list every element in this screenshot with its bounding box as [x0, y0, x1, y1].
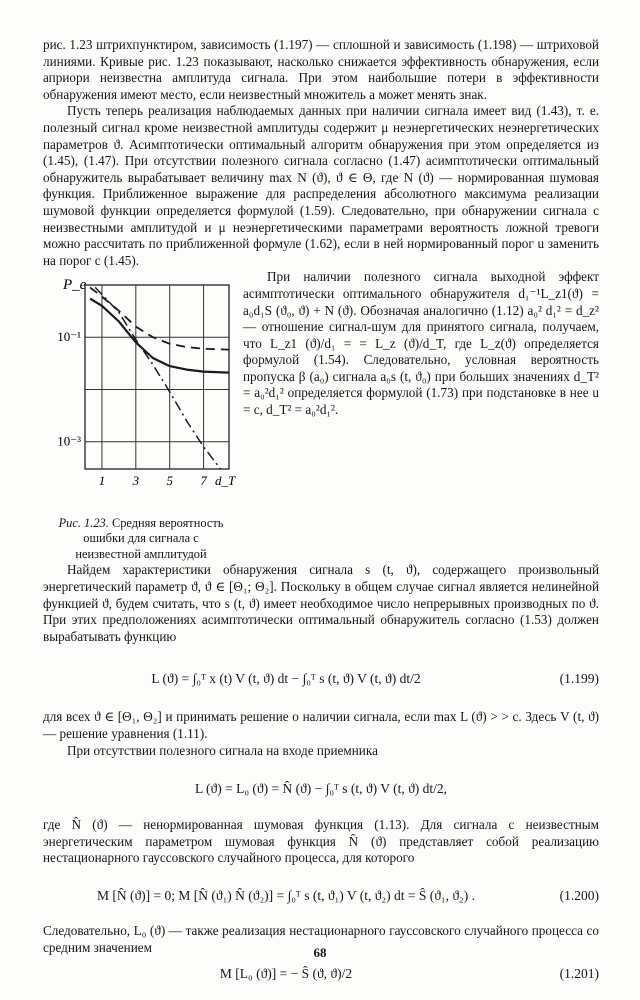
- paragraph-4: Найдем характеристики обнаружения сигнала s (t, ϑ), содержащего произвольный энергетический параметр ϑ, ϑ ∈ [Θ₁; Θ₂]. Поскольку в общем случае сигнал является нелинейной функцией ϑ, будем считать, что s (t, ϑ) имеет необходимое число непрерывных производных по ϑ. При этих предположениях асимптотически оптимальный обнаружитель согласно (1.53) должен вырабатывать функцию: [43, 562, 599, 644]
- paragraph-8: Следовательно, L₀ (ϑ) — также реализация нестационарного гауссовского случайного процесса со средним значением: [43, 922, 599, 955]
- equation-1-199-number: (1.199): [559, 671, 599, 687]
- equation-1-200-body: M [N̂ (ϑ)] = 0; M [N̂ (ϑ₁) N̂ (ϑ₂)] = ∫₀ᵀ s (t, ϑ₁) V (t, ϑ₂) dt = Ŝ (ϑ₁, ϑ₂) .: [97, 887, 475, 903]
- paragraph-2-lead: [43, 103, 599, 269]
- y-axis-label: P_e: [63, 277, 87, 294]
- paragraph-6: При отсутствии полезного сигнала на входе приемника: [67, 742, 378, 758]
- equation-1-199-body: L (ϑ) = ∫₀ᵀ x (t) V (t, ϑ) dt − ∫₀ᵀ s (t, ϑ) V (t, ϑ) dt/2: [151, 671, 421, 687]
- paragraph-2-text: Пусть теперь реализация наблюдаемых данных при наличии сигнала имеет вид (1.43), т. е. полезный сигнал кроме неизвестной амплитуды содержит μ неэнергетических неэнергетических параметров ϑ. Асимптотически оптимальный алгоритм обнаружения при этом определяется из (1.45), (1.47). При отсутствии полезного сигнала согласно (1.47) асимптотически оптимальный обнаружитель вырабатывает величину max N (ϑ), ϑ ∈ Θ, где N (ϑ) — нормированная шумовая функция. Приближенное выражение для распределения абсолютного максимума реализации шумовой функции определяется формулой (1.59). Следовательно, при обнаружении сигнала с неизвестными амплитудой и μ неэнергетическими параметрами вероятность ложной тревоги можно рассчитать по приближенной формуле (1.62), если в ней нормированный порог u заменить на порог c (1.45).: [43, 103, 599, 268]
- equation-1-199: [43, 651, 599, 707]
- paragraph-1: рис. 1.23 штрихпунктиром, зависимость (1.197) — сплошной и зависимость (1.198) — штриховой линиями. Кривые рис. 1.23 показывают, насколько снижается эффективность обнаружения, если априори неизвестна амплитуда сигнала. При этом наибольшие потери в эффективности обнаружения имеют место, если неизвестный множитель a может менять знак.: [43, 37, 599, 102]
- equation-1-201-number: (1.201): [559, 965, 599, 981]
- x-tick-label: 3: [132, 473, 140, 489]
- equation-1-200: [43, 871, 599, 921]
- paragraph-7: где N̂ (ϑ) — ненормированная шумовая функция (1.13). Для сигнала с неизвестным энергетическим параметром шумовая функция N̂ (ϑ) представляет собой реализацию нестационарного гауссовского случайного процесса, для которого: [43, 817, 599, 866]
- equation-1-200-number: (1.200): [559, 887, 599, 903]
- series-line-dashed: [90, 288, 229, 350]
- y-tick-label: 10⁻¹: [57, 329, 81, 345]
- figure-caption-label: Рис. 1.23.: [58, 515, 109, 530]
- paragraph-3: При наличии полезного сигнала выходной эффект асимптотически оптимального обнаружителя d₁⁻¹L_z1(ϑ) = a₀d₁S (ϑ₀, ϑ) + N (ϑ). Обозначая аналогично (1.12) a₀² d₁² = d_z² — отношение сигнал-шум для принятого сигнала, получаем, что L_z1 (ϑ)/d₁ = = L_z (ϑ)/d_T, где L_z(ϑ) определяется формулой (1.54). Следовательно, условная вероятность пропуска β (a₀) сигнала a₀s (t, ϑ₀) при больших значениях d_T² = a₀²d₁² определяется формулой (1.73) при подстановке в нее u = c, d_T² = a₀²d₁².: [243, 269, 599, 418]
- series-line-solid: [90, 299, 229, 373]
- figure-side-text: [243, 269, 599, 418]
- equation-l0: [43, 763, 599, 815]
- equation-1-201: [43, 960, 599, 988]
- page-body: [43, 37, 599, 992]
- x-tick-label: 7: [200, 473, 207, 489]
- x-tick-label: 5: [166, 473, 173, 489]
- paragraph-5: для всех ϑ ∈ [Θ₁, Θ₂] и принимать решение о наличии сигнала, если max L (ϑ) > > c. Здесь V (t, ϑ) — решение уравнения (1.11).: [43, 709, 599, 741]
- equation-l0-body: L (ϑ) = L₀ (ϑ) = N̂ (ϑ) − ∫₀ᵀ s (t, ϑ) V (t, ϑ) dt/2,: [194, 780, 448, 796]
- y-tick-label: 10⁻³: [57, 434, 81, 450]
- chart-svg: [43, 269, 239, 509]
- figure-caption-text: Средняя вероятность ошибки для сигнала с неизвестной амплитудой: [75, 515, 224, 561]
- figure-block: [43, 269, 599, 562]
- page-number: 68: [313, 945, 327, 960]
- x-axis-label: d_T: [215, 473, 236, 489]
- figure-caption: [43, 516, 239, 563]
- x-tick-label: 1: [98, 473, 106, 489]
- figure-1-23: [43, 269, 239, 562]
- equation-1-201-body: M [L₀ (ϑ)] = − Ŝ (ϑ, ϑ)/2: [219, 965, 353, 981]
